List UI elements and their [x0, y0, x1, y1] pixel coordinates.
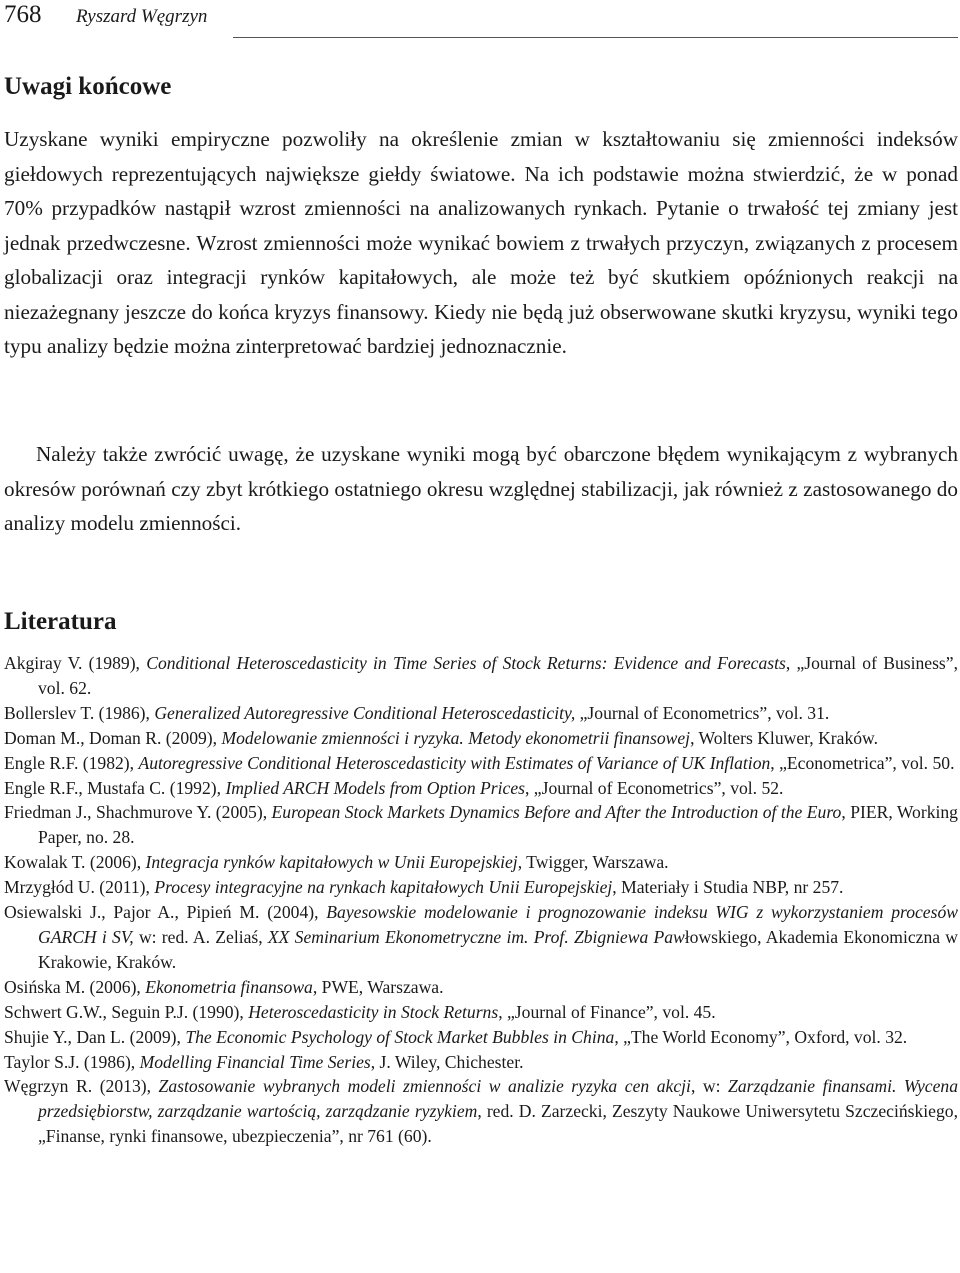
reference-title: The Economic Psychology of Stock Market Bubbles in China	[185, 1026, 615, 1047]
reference-list	[4, 651, 958, 1149]
reference-text: , „The World Economy”, Oxford, vol. 32.	[614, 1026, 908, 1047]
reference-text: , red. D. Zarzecki, Zeszyty Naukowe Uniwersytetu Szczecińskiego, „Finanse, rynki finansowe, ubezpieczenia”, nr 761 (60).	[38, 1101, 958, 1147]
reference-title: Ekonometria finansowa	[145, 976, 313, 997]
reference-title: Conditional Heteroscedasticity in Time Series of Stock Returns: Evidence and Forecasts	[146, 653, 786, 673]
reference-entry	[4, 776, 958, 801]
reference-text: „Journal of Econometrics”, vol. 31.	[575, 702, 830, 723]
reference-title: Autoregressive Conditional Heteroscedasticity with Estimates of Variance of UK Inflation	[138, 752, 771, 773]
reference-entry	[4, 875, 958, 900]
reference-text: Shujie Y., Dan L. (2009),	[4, 1026, 186, 1047]
reference-text: , „Journal of Business”, vol. 62.	[38, 653, 958, 698]
literature-heading: Literatura	[4, 608, 117, 635]
reference-text: Kowalak T. (2006),	[4, 852, 146, 873]
conclusions-paragraph-2: Należy także zwrócić uwagę, że uzyskane wyniki mogą być obarczone błędem wynikającym z wybranych okresów porównań czy zbyt krótkiego ostatniego okresu względnej stabilizacji, jak również z zastosowanego do analizy modelu zmienności.	[4, 442, 958, 535]
reference-text: Węgrzyn R. (2013),	[4, 1076, 159, 1097]
reference-text: Taylor S.J. (1986),	[4, 1051, 140, 1072]
reference-title: Implied ARCH Models from Option Prices	[225, 777, 525, 798]
page-number: 768	[4, 1, 42, 28]
reference-text: , „Journal of Finance”, vol. 45.	[498, 1001, 716, 1022]
conclusions-paragraph-1: Uzyskane wyniki empiryczne pozwoliły na określenie zmian w kształtowaniu się zmienności indeksów giełdowych reprezentujących największe giełdy światowe. Na ich podstawie można stwierdzić, że w ponad 70% przypadków nastąpił wzrost zmienności na analizowanych rynkach. Pytanie o trwałość tej zmiany jest jednak przedwczesne. Wzrost zmienności może wynikać bowiem z trwałych przyczyn, związanych z procesem globalizacji oraz integracji rynków kapitałowych, ale może też być skutkiem opóźnionych reakcji na niezażegnany jeszcze do końca kryzys finansowy. Kiedy nie będą już obserwowane skutki kryzysu, wyniki tego typu analizy będzie można zinterpretować bardziej jednoznacznie.	[4, 127, 958, 358]
reference-text: , Materiały i Studia NBP, nr 257.	[612, 877, 844, 898]
reference-entry	[4, 1000, 958, 1025]
reference-title: European Stock Markets Dynamics Before and After the Introduction of the Euro	[271, 802, 842, 823]
reference-title: Zarządzanie finansami. Wycena przedsiębiorstw, zarządzanie wartością, zarządzanie ryzykiem	[38, 1076, 958, 1122]
reference-title: Heteroscedasticity in Stock Returns	[248, 1001, 499, 1022]
reference-entry	[4, 850, 958, 875]
reference-text: Osiewalski J., Pajor A., Pipień M. (2004),	[4, 902, 327, 923]
reference-entry	[4, 975, 958, 1000]
reference-title: Generalized Autoregressive Conditional Heteroscedasticity,	[154, 702, 576, 723]
reference-entry	[4, 751, 958, 776]
reference-title: Bayesowskie modelowanie i prognozowanie indeksu WIG z wykorzystaniem procesów GARCH i SV,	[38, 902, 958, 947]
reference-text: , „Journal of Econometrics”, vol. 52.	[525, 777, 784, 798]
reference-text: Friedman J., Shachmurove Y. (2005),	[4, 802, 272, 823]
running-author: Ryszard Węgrzyn	[76, 6, 208, 27]
reference-text: Engle R.F., Mustafa C. (1992),	[4, 777, 226, 798]
reference-title: Integracja rynków kapitałowych w Unii Europejskiej	[145, 852, 518, 873]
reference-text: Schwert G.W., Seguin P.J. (1990),	[4, 1001, 249, 1022]
reference-text: , PIER, Working Paper, no. 28.	[38, 802, 958, 848]
reference-text: , PWE, Warszawa.	[312, 976, 444, 997]
reference-text: Osińska M. (2006),	[4, 976, 146, 997]
reference-entry	[4, 726, 958, 751]
reference-text: Doman M., Doman R. (2009),	[4, 727, 222, 748]
reference-entry	[4, 900, 958, 975]
reference-text: , J. Wiley, Chichester.	[370, 1051, 524, 1072]
header-rule	[233, 37, 958, 38]
reference-entry	[4, 800, 958, 850]
reference-text: Mrzygłód U. (2011),	[4, 877, 155, 898]
reference-title: Procesy integracyjne na rynkach kapitałowych Unii Europejskiej	[154, 877, 613, 898]
reference-entry	[4, 651, 958, 701]
reference-entry	[4, 1025, 958, 1050]
reference-text: w: red. A. Zeliaś,	[133, 926, 268, 947]
reference-entry	[4, 1050, 958, 1075]
reference-title: XX Seminarium Ekonometryczne im. Prof. Zbigniewa Paw	[267, 926, 685, 947]
reference-text: , Wolters Kluwer, Kraków.	[690, 727, 879, 748]
conclusions-heading: Uwagi końcowe	[4, 73, 172, 100]
reference-text: , w:	[690, 1076, 729, 1097]
reference-text: Bollerslev T. (1986),	[4, 702, 155, 723]
reference-entry	[4, 701, 958, 726]
reference-text: Akgiray V. (1989),	[4, 653, 147, 673]
running-header	[0, 0, 960, 40]
reference-text: , „Econometrica”, vol. 50.	[770, 752, 955, 773]
reference-title: Zastosowanie wybranych modeli zmienności w analizie ryzyka cen akcji	[158, 1076, 691, 1097]
reference-title: Modelling Financial Time Series	[139, 1051, 371, 1072]
reference-text: łowskiego, Akademia Ekonomiczna w Krakowie, Kraków.	[38, 926, 959, 972]
reference-entry	[4, 1074, 958, 1149]
reference-text: , Twigger, Warszawa.	[517, 852, 669, 873]
reference-text: Engle R.F. (1982),	[4, 752, 139, 773]
reference-title: Modelowanie zmienności i ryzyka. Metody ekonometrii finansowej	[221, 727, 691, 748]
